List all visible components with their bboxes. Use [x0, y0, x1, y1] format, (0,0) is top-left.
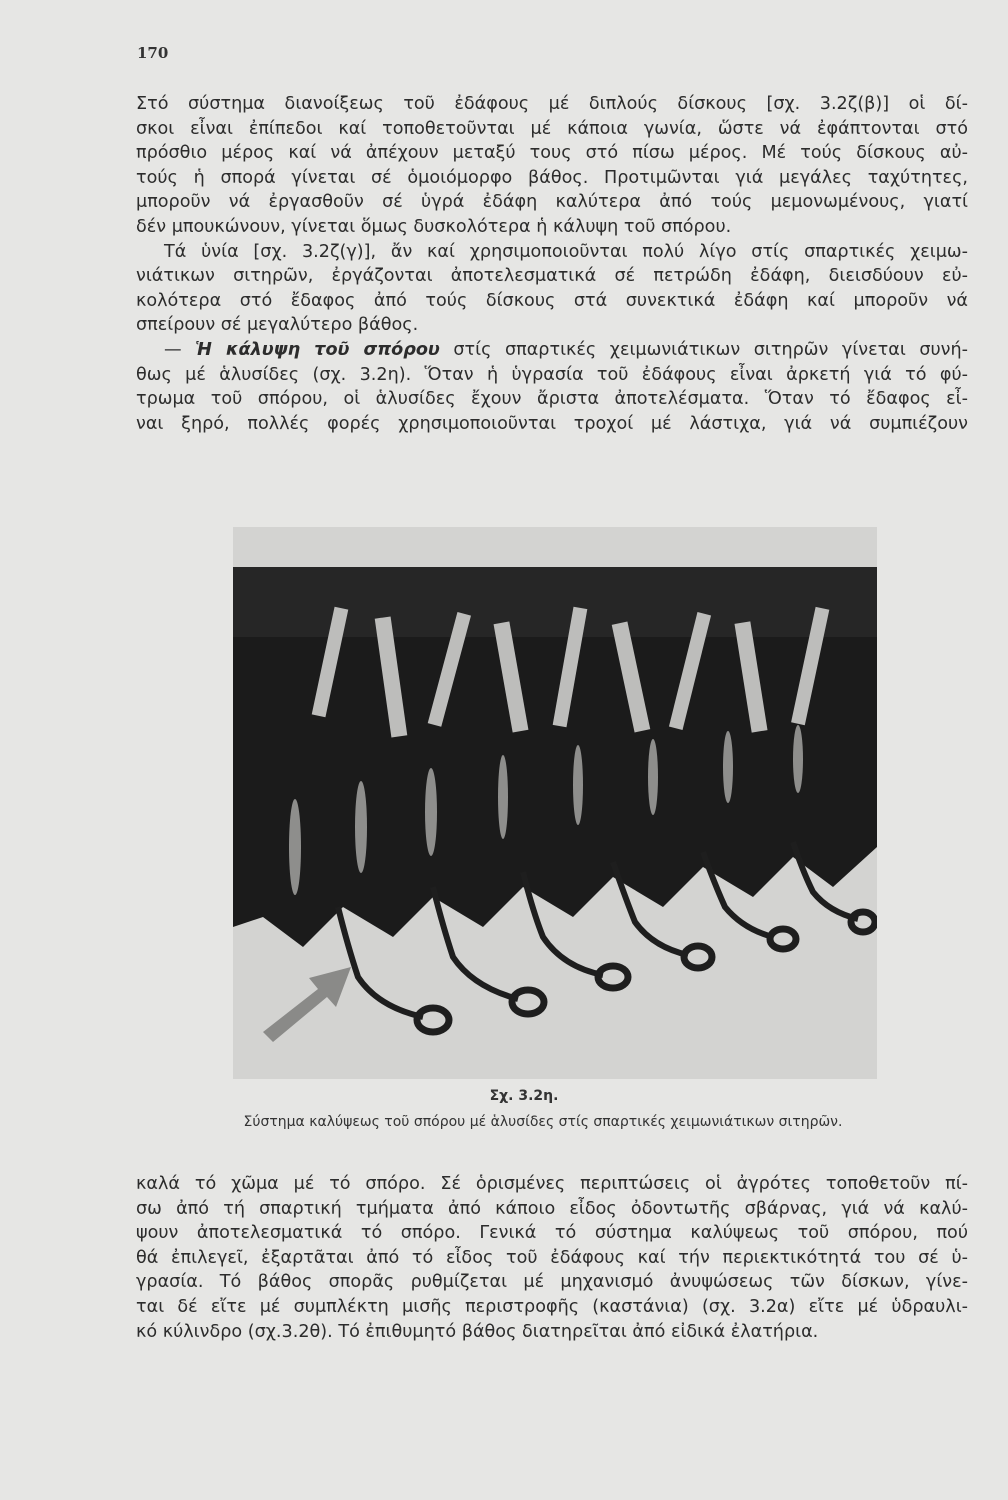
text-line: γρασία. Τό βάθος σπορᾶς ρυθμίζεται μέ μηχανισμό ἀνυψώσεως τῶν δίσκων, γίνε-: [136, 1272, 968, 1293]
text-line: δέν μπουκώνουν, γίνεται ὅμως δυσκολότερα ἡ κάλυψη τοῦ σπόρου.: [136, 216, 732, 237]
text-line: θως μέ ἁλυσίδες (σχ. 3.2η). Ὅταν ἡ ὑγρασία τοῦ ἐδάφους εἶναι ἀρκετή γιά τό φύ-: [136, 364, 968, 385]
dash-paragraph-first-line: [136, 338, 968, 363]
seed-drill-photo: [233, 527, 877, 1079]
text-line: Στό σύστημα διανοίξεως τοῦ ἐδάφους μέ διπλούς δίσκους [σχ. 3.2ζ(β)] οἱ δί-: [136, 94, 968, 114]
dash: —: [164, 339, 196, 360]
text-line: σπείρουν σέ μεγαλύτερο βάθος.: [136, 315, 419, 336]
bottom-text-block: [136, 1172, 968, 1344]
text-line: Τά ὑνία [σχ. 3.2ζ(γ)], ἄν καί χρησιμοποιοῦνται πολύ λίγο στίς σπαρτικές χειμω-: [164, 241, 968, 262]
text-line: σω ἀπό τή σπαρτική τμήματα ἀπό κάποιο εἶδος ὀδοντωτῆς σβάρνας, γιά νά καλύ-: [136, 1198, 968, 1219]
text-line: μποροῦν νά ἐργασθοῦν σέ ὑγρά ἐδάφη καλύτερα ἀπό τούς μεμονωμένους, γιατί: [136, 192, 968, 213]
text-line: θά ἐπιλεγεῖ, ἐξαρτᾶται ἀπό τό εἶδος τοῦ ἐδάφους καί τήν περιεκτικότητά του σέ ὑ-: [136, 1247, 968, 1268]
text-line: καλά τό χῶμα μέ τό σπόρο. Σέ ὁρισμένες περιπτώσεις οἱ ἀγρότες τοποθετοῦν πί-: [136, 1174, 968, 1194]
dash-paragraph-rest: στίς σπαρτικές χειμωνιάτικων σιτηρῶν γίνεται συνή-: [439, 339, 968, 360]
text-line: ψουν ἀποτελεσματικά τό σπόρο. Γενικά τό σύστημα καλύψεως τοῦ σπόρου, πού: [136, 1223, 968, 1244]
text-line: τούς ἡ σπορά γίνεται σέ ὁμοιόμορφο βάθος. Προτιμῶνται γιά μεγάλες ταχύτητες,: [136, 167, 968, 188]
text-line: πρόσθιο μέρος καί νά ἀπέχουν μεταξύ τους στό πίσω μέρος. Μέ τούς δίσκους αὐ-: [136, 143, 968, 164]
figure-caption: Σύστημα καλύψεως τοῦ σπόρου μέ ἁλυσίδες στίς σπαρτικές χειμωνιάτικων σιτηρῶν.: [243, 1114, 843, 1130]
text-line: κολότερα στό ἔδαφος ἀπό τούς δίσκους στά συνεκτικά ἐδάφη καί μποροῦν νά: [136, 290, 968, 311]
text-line: νιάτικων σιτηρῶν, ἐργάζονται ἀποτελεσματικά σέ πετρώδη ἐδάφη, διεισδύουν εὐ-: [136, 266, 968, 287]
text-line: τρωμα τοῦ σπόρου, οἱ ἁλυσίδες ἔχουν ἄριστα ἀποτελέσματα. Ὅταν τό ἔδαφος εἶ-: [136, 389, 968, 410]
top-text-block: [136, 92, 968, 436]
text-line: ται δέ εἴτε μέ συμπλέκτη μισῆς περιστροφῆς (καστάνια) (σχ. 3.2α) εἴτε μέ ὑδραυλι-: [136, 1296, 968, 1317]
page-number: 170: [137, 44, 169, 62]
figure-label: Σχ. 3.2η.: [489, 1088, 559, 1104]
figure-photo-seed-drill-chains: [233, 527, 877, 1079]
text-line: κό κύλινδρο (σχ.3.2θ). Τό ἐπιθυμητό βάθος διατηρεῖται ἀπό εἰδικά ἐλατήρια.: [136, 1321, 819, 1342]
text-line: σκοι εἶναι ἐπίπεδοι καί τοποθετοῦνται μέ κάποια γωνία, ὥστε νά ἐφάπτονται στό: [136, 118, 968, 139]
emphasis-heading: Ἡ κάλυψη τοῦ σπόρου: [195, 339, 440, 360]
text-line: ναι ξηρό, πολλές φορές χρησιμοποιοῦνται τροχοί μέ λάστιχα, γιά νά συμπιέζουν: [136, 413, 968, 434]
